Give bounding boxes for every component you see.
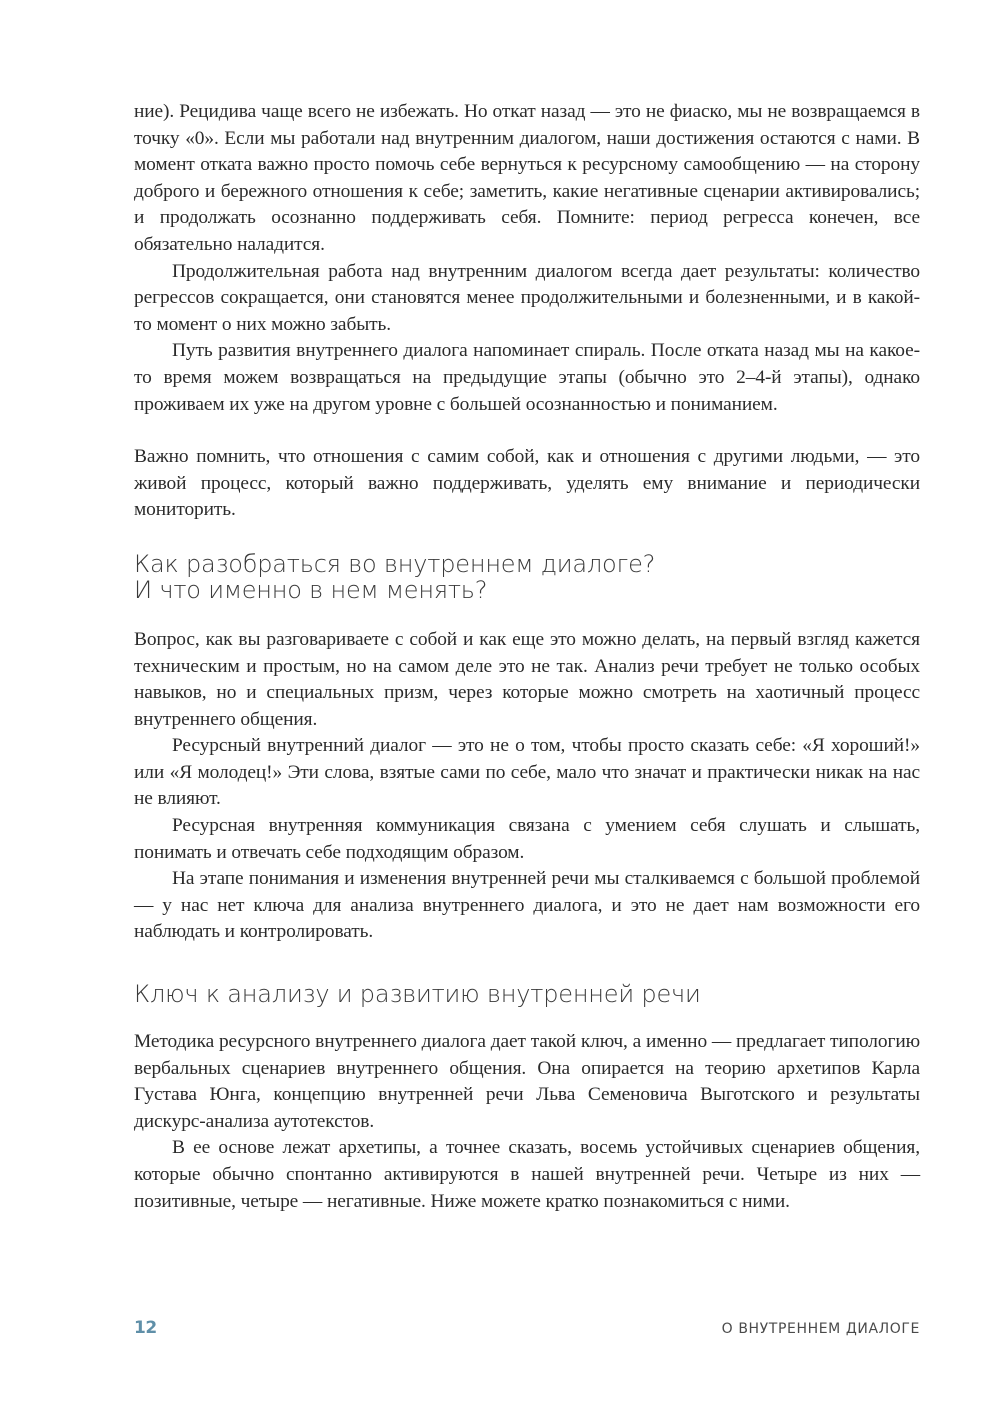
paragraph: Ресурсный внутренний диалог — это не о том, чтобы просто сказать себе: «Я хороший!» или «Я молодец!» Эти слова, взятые сами по себе, мало что значат и практически никак на нас не влияют.	[134, 735, 920, 810]
section-heading	[134, 981, 920, 1007]
paragraph: Путь развития внутреннего диалога напоминает спираль. После отката назад мы на какое-то время можем возвращаться на предыдущие этапы (обычно это 2–4-й этапы), однако проживаем их уже на другом уровне с большей осознанностью и пониманием.	[134, 340, 920, 415]
page-footer	[134, 1318, 920, 1342]
heading-line: И что именно в нем менять?	[134, 575, 488, 604]
paragraph: На этапе понимания и изменения внутренней речи мы сталкиваемся с большой проблемой — у нас нет ключа для анализа внутреннего диалога, и это не дает нам возможности его наблюдать и контролировать.	[134, 868, 920, 943]
running-title: О ВНУТРЕННЕМ ДИАЛОГЕ	[721, 1321, 920, 1337]
heading-line: Как разобраться во внутреннем диалоге?	[134, 549, 656, 578]
page-number: 12	[134, 1318, 157, 1338]
section-relapse	[134, 99, 920, 524]
section-understanding	[134, 627, 920, 946]
spacer	[134, 418, 920, 444]
paragraph: ние). Рецидива чаще всего не избежать. Но откат назад — это не фиаско, мы не возвращаемся в точку «0». Если мы работали над внутренним диалогом, наши достижения остаются с нами. В момент отката важно просто помочь себе вернуться к ресурсному самообщению — на сторону доброго и бережного отношения к себе; заметить, какие негативные сценарии активировались; и продолжать осознанно поддерживать себя. Помните: период регресса конечен, все обязательно наладится.	[134, 101, 920, 255]
heading-line: Ключ к анализу и развитию внутренней речи	[134, 980, 701, 1009]
paragraph: Вопрос, как вы разговариваете с собой и как еще это можно делать, на первый взгляд кажется техническим и простым, но на самом деле это не так. Анализ речи требует не только особых навыков, но и специальных призм, через которые можно смотреть на хаотичный процесс внутреннего общения.	[134, 628, 920, 730]
note-paragraph: Важно помнить, что отношения с самим собой, как и отношения с другими людьми, — это живой процесс, который важно поддерживать, уделять ему внимание и периодически мониторить.	[134, 446, 920, 521]
section-heading	[134, 551, 920, 603]
page-content	[134, 99, 920, 1215]
paragraph: Продолжительная работа над внутренним диалогом всегда дает результаты: количество регрессов сокращается, они становятся менее продолжительными и болезненными, и в какой-то момент о них можно забыть.	[134, 260, 920, 335]
paragraph: В ее основе лежат архетипы, а точнее сказать, восемь устойчивых сценариев общения, которые обычно спонтанно активируются в нашей внутренней речи. Четыре из них — позитивные, четыре — негативные. Ниже можете кратко познакомиться с ними.	[134, 1137, 920, 1212]
paragraph: Ресурсная внутренняя коммуникация связана с умением себя слушать и слышать, понимать и отвечать себе подходящим образом.	[134, 815, 920, 863]
paragraph: Методика ресурсного внутреннего диалога дает такой ключ, а именно — предлагает типологию вербальных сценариев внутреннего общения. Она опирается на теорию архетипов Карла Густава Юнга, концепцию внутренней речи Льва Семеновича Выготского и результаты дискурс-анализа аутотекстов.	[134, 1031, 920, 1132]
section-key	[134, 1029, 920, 1215]
